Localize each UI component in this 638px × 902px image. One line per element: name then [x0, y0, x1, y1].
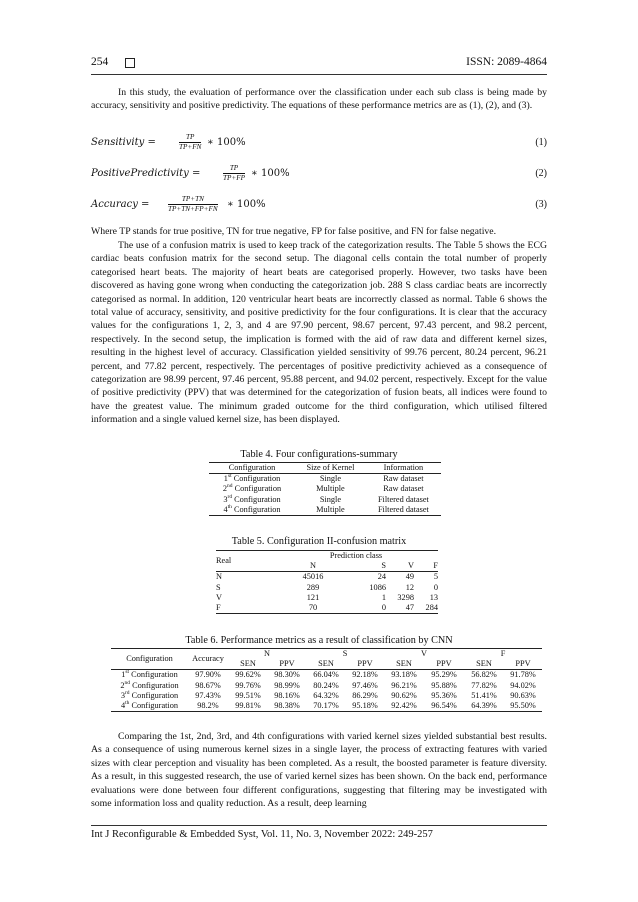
table-cell: 77.82% [471, 680, 497, 690]
table5-real-header: Real [216, 551, 274, 572]
running-header [91, 56, 547, 72]
table-cell: 98.2% [197, 701, 219, 711]
table5-col-f: F [433, 561, 438, 571]
table-cell: 121 [306, 592, 320, 602]
table6 [111, 648, 542, 712]
table-cell: 0 [433, 582, 438, 592]
fraction-numerator: TP+TN [168, 195, 218, 205]
table-cell: 64.32% [313, 690, 339, 700]
table-row-label: N [216, 572, 222, 582]
equation-lhs: PositivePredictivity = [91, 168, 201, 179]
table-cell: 64.39% [471, 701, 497, 711]
table5-col-v: V [408, 561, 414, 571]
table-cell: 3rd Configuration [223, 493, 281, 504]
table5-header-row [216, 551, 438, 562]
table6-class-row [111, 649, 542, 660]
table-row [209, 474, 441, 485]
table-cell: 98.38% [274, 701, 300, 711]
table6-sen-header: SEN [476, 659, 492, 669]
fraction-denominator: TP+TN+FP+FN [168, 205, 218, 213]
table6-ppv-header: PPV [515, 659, 531, 669]
equation-fraction [223, 164, 245, 183]
table-cell: Raw dataset [383, 474, 424, 484]
table-row-label: V [216, 592, 222, 602]
table-cell: 98.67% [195, 680, 221, 690]
table-row [216, 572, 438, 583]
table-cell: 92.42% [391, 701, 417, 711]
equation-number: (1) [535, 137, 547, 148]
page-number: 254 [91, 56, 109, 68]
table6-sen-header: SEN [396, 659, 412, 669]
table-cell: 90.63% [510, 690, 536, 700]
equation-number: (2) [535, 168, 547, 179]
table-cell: 95.18% [352, 701, 378, 711]
equation-multiplier: ∗ 100% [227, 199, 266, 210]
table-cell: 56.82% [471, 670, 497, 680]
table5-col-n: N [310, 561, 316, 571]
comparing-paragraph: Comparing the 1st, 2nd, 3rd, and 4th configurations with varied kernel sizes yielded substantial best results. As a consequence of using numerous kernel sizes in a single layer, the process of extracting features with varied sizes with clear perception and visuality has been completed. As a result, the boosted parameter is feature diversity. As a result, in this suggested research, the use of varied kernel sizes has been shown. On the back end, performance evaluations were done between four different configurations, suggesting that filtering may be investigated with some information loss and quality reduction. As a result, deep learning [91, 731, 547, 810]
table6-class-v: V [421, 649, 427, 658]
checkbox-square-icon [125, 58, 135, 68]
intro-paragraph: In this study, the evaluation of performance over the classification under each sub class is being made by accuracy, sensitivity and positive predictivity. The equations of these performance metrics are as (1), (2), and (3). [91, 87, 547, 112]
table-cell: 98.30% [274, 670, 300, 680]
journal-citation-footer: Int J Reconfigurable & Embedded Syst, Vol. 11, No. 3, November 2022: 249-257 [91, 829, 433, 840]
table-cell: Filtered dataset [377, 494, 429, 504]
table-row [111, 701, 542, 712]
table-cell: 98.16% [274, 690, 300, 700]
table-cell: 0 [381, 603, 386, 613]
table4-col-kernel: Size of Kernel [306, 463, 355, 472]
table-row [209, 484, 441, 494]
table-row-label: 2nd Configuration [120, 679, 179, 690]
table-cell: 2nd Configuration [222, 483, 282, 494]
fraction-denominator: TP+FP [223, 174, 246, 182]
table-cell: 80.24% [313, 680, 339, 690]
fraction-numerator: TP [179, 133, 201, 143]
table5-col-s: S [381, 561, 386, 571]
table4-col-information: Information [383, 463, 424, 472]
table-cell: 95.36% [431, 690, 457, 700]
table6-accuracy-header: Accuracy [188, 649, 228, 670]
table-cell: 96.54% [431, 701, 457, 711]
table-row-label: 4th Configuration [120, 700, 179, 711]
table6-ppv-header: PPV [279, 659, 295, 669]
table-cell: 97.43% [195, 690, 221, 700]
table-cell: 99.76% [235, 680, 261, 690]
table-row-label: 3rd Configuration [120, 690, 179, 700]
table-cell: 93.18% [391, 670, 417, 680]
equation-fraction [179, 133, 201, 152]
table-cell: 1st Configuration [223, 473, 281, 484]
equation-lhs: Accuracy = [91, 199, 150, 210]
table-cell: 3298 [397, 592, 414, 602]
table-cell: 70.17% [313, 701, 339, 711]
table4 [209, 462, 441, 516]
table-cell: Single [319, 494, 342, 504]
equation-lhs: Sensitivity = [91, 137, 156, 148]
where-paragraph: Where TP stands for true positive, TN for true negative, FP for false positive, and FN for false negative. [91, 226, 497, 237]
table-cell: 12 [405, 582, 414, 592]
table-row-label: 1st Configuration [121, 669, 178, 680]
table-cell: 45016 [302, 572, 324, 582]
table-cell: 97.46% [352, 680, 378, 690]
table-cell: 66.04% [313, 670, 339, 680]
table6-sen-header: SEN [318, 659, 334, 669]
table-cell: Multiple [316, 504, 345, 514]
table6-configuration-header: Configuration [111, 649, 188, 670]
table-cell: 94.02% [510, 680, 536, 690]
table-cell: 90.62% [391, 690, 417, 700]
table-cell: 99.62% [235, 670, 261, 680]
table-cell: 289 [306, 582, 320, 592]
table-cell: 99.81% [235, 701, 261, 711]
table6-ppv-header: PPV [436, 659, 452, 669]
table-cell: Filtered dataset [377, 504, 429, 514]
table-row [209, 505, 441, 516]
table-cell: 49 [405, 572, 414, 582]
table5 [216, 550, 438, 614]
confusion-paragraph: The use of a confusion matrix is used to keep track of the categorization results. The Table 5 shows the ECG cardiac beats confusion matrix for the second setup. The diagonal cells contain the total number of properly categorised heart beats. The majority of heart beats are categorised properly. However, two tasks have been discovered as having gone wrong when conducting the categorization job. 288 S class cardiac beats are incorrectly categorised as normal. In addition, 120 ventricular heart beats are incorrectly classed as normal. Table 6 shows the total value of accuracy, sensitivity, and positive predictivity for the four configurations. It is clear that the accuracy values for the configurations 1, 2, 3, and 4 are 97.90 percent, 98.67 percent, 97.43 percent, and 98.2 percent, respectively. In the second setup, the implication is formed with the aid of raw data and different kernel sizes, resulting in the highest level of accuracy. Classification yielded sensitivity of 99.76 percent, 80.24 percent, 96.21 percent, and 77.82 percent, respectively. The percentages of positive predictivity achieved as a consequence of categorization are 98.99 percent, 97.46 percent, 95.88 percent, and 94.02 percent, respectively. Except for the value of positive predictivity (PPV) that was determined for the categorization of fusion beats, all indices were found to have the greatest value. The minimum graded outcome for the third configuration, which utilised filtered information and a single valued kernel size, has been displayed. [91, 240, 547, 426]
table4-col-configuration: Configuration [228, 463, 276, 472]
equation-fraction [168, 195, 218, 214]
table-cell: 24 [377, 572, 386, 582]
equation-multiplier: ∗ 100% [251, 168, 290, 179]
table-cell: 95.50% [510, 701, 536, 711]
footer-rule [91, 825, 547, 826]
equation-sensitivity [91, 133, 547, 153]
table6-class-s: S [342, 649, 348, 658]
table-row [209, 495, 441, 505]
table6-class-f: F [500, 649, 506, 658]
table-cell: 91.78% [510, 670, 536, 680]
table-cell: 98.99% [274, 680, 300, 690]
table4-caption: Table 4. Four configurations-summary [240, 449, 398, 460]
table6-sen-header: SEN [240, 659, 256, 669]
equation-multiplier: ∗ 100% [207, 137, 246, 148]
fraction-denominator: TP+FN [179, 143, 202, 151]
table-row [216, 593, 438, 603]
table-row [111, 691, 542, 701]
table-row [216, 603, 438, 614]
table6-class-n: N [264, 649, 270, 658]
table-row [111, 681, 542, 691]
table-cell: Raw dataset [383, 484, 424, 494]
table-cell: 13 [429, 592, 438, 602]
header-rule [91, 74, 547, 75]
table-cell: 51.41% [471, 690, 497, 700]
table-cell: 1 [381, 592, 386, 602]
table-cell: 5 [433, 572, 438, 582]
table-cell: 47 [405, 603, 414, 613]
fraction-numerator: TP [223, 164, 245, 174]
table-cell: 95.88% [431, 680, 457, 690]
table-cell: 1086 [369, 582, 386, 592]
equation-accuracy [91, 195, 547, 215]
table-row-label: S [216, 582, 221, 592]
equation-number: (3) [535, 199, 547, 210]
table6-ppv-header: PPV [357, 659, 373, 669]
table-cell: 70 [308, 603, 318, 613]
table-row [216, 583, 438, 593]
table-cell: 97.90% [195, 670, 221, 680]
table-row [111, 670, 542, 681]
table-cell: 95.29% [431, 670, 457, 680]
table-cell: 96.21% [391, 680, 417, 690]
issn-label: ISSN: 2089-4864 [466, 56, 547, 68]
table5-prediction-header: Prediction class [329, 551, 383, 560]
table-cell: 4th Configuration [223, 504, 281, 514]
table-cell: 284 [425, 603, 438, 613]
table-cell: 86.29% [352, 690, 378, 700]
table4-header-row [209, 463, 441, 474]
table-cell: Multiple [316, 484, 345, 494]
table-cell: Single [319, 474, 342, 484]
table-row-label: F [216, 603, 221, 613]
table5-caption: Table 5. Configuration II-confusion matrix [231, 536, 407, 547]
table6-caption: Table 6. Performance metrics as a result of classification by CNN [185, 635, 453, 646]
equation-positive-predictivity [91, 164, 547, 184]
table-cell: 92.18% [352, 670, 378, 680]
table-cell: 99.51% [235, 690, 261, 700]
